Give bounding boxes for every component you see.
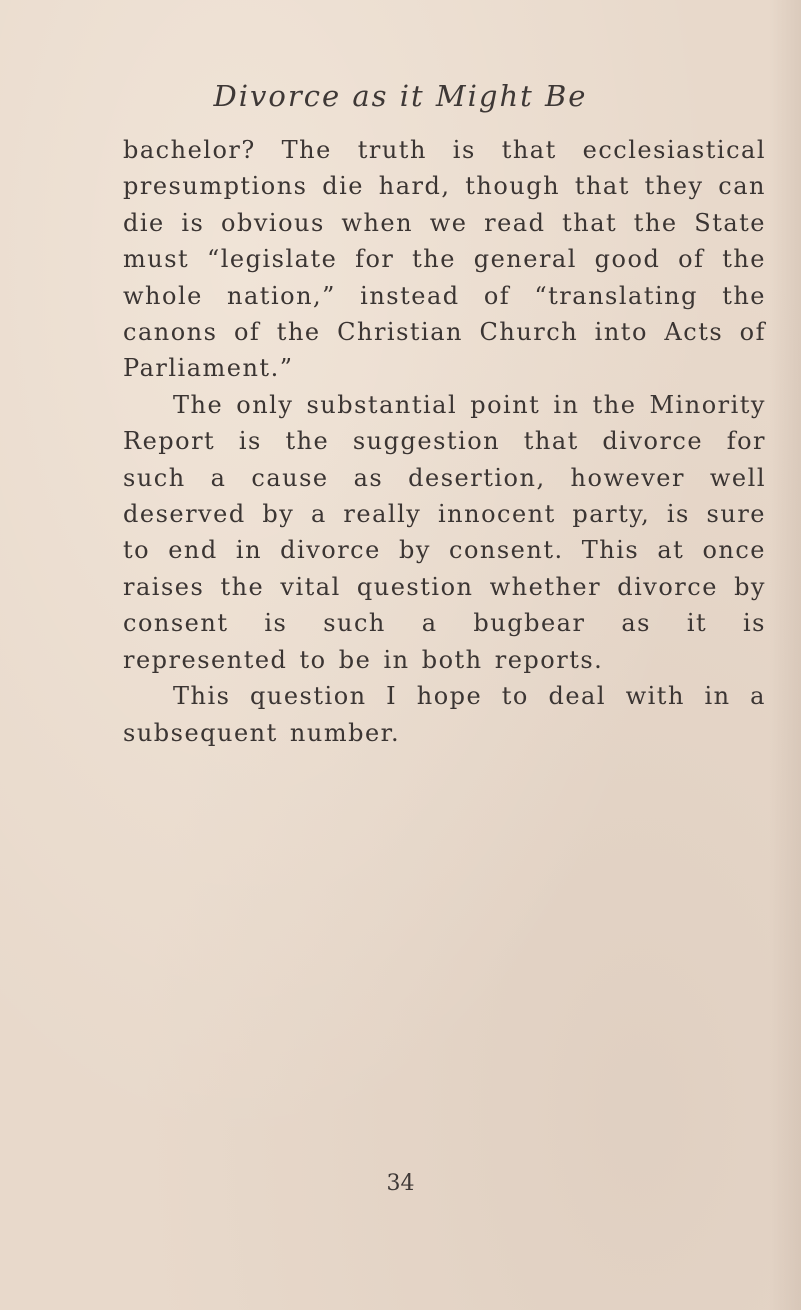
page-number: 34 bbox=[386, 1171, 415, 1196]
running-head: Divorce as it Might Be bbox=[213, 79, 588, 113]
paragraph-continuation: bachelor? The truth is that ecclesiastical presumptions die hard, though that they can die is obvious when we read that the State must “legislate for the general good of the whole nation,” instead of “translating the canons of the Christian Church into Acts of Parliament.” bbox=[123, 136, 766, 383]
paragraph-minority-report: The only substantial point in the Minority Report is the suggestion that divorce for such a cause as desertion, however well deserved by a really innocent party, is sure to end in divorce by consent. This at once raises the vital question whether divorce by consent is such a bugbear as it is represented to be in both reports. bbox=[123, 390, 766, 674]
body-text bbox=[123, 132, 766, 751]
paragraph-closing: This question I hope to deal with in a subsequent number. bbox=[123, 682, 766, 747]
